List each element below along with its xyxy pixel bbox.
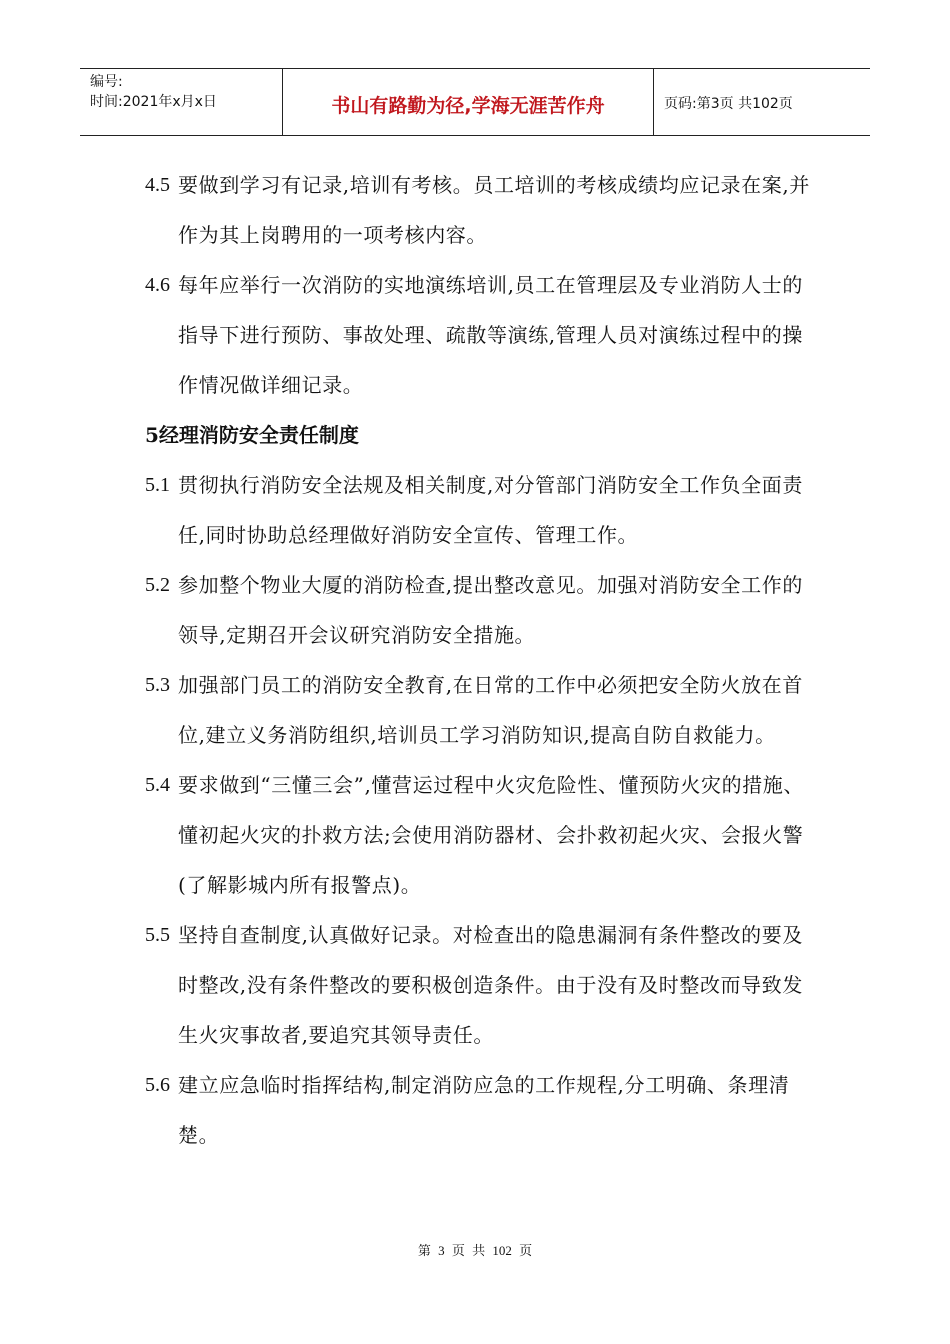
- clause-number: 5.4: [145, 774, 170, 796]
- clause-text: 参加整个物业大厦的消防检查,提出整改意见。加强对消防安全工作的领导,定期召开会议研究消防安全措施。: [178, 573, 803, 647]
- page-footer: 第 3 页 共 102 页: [417, 1243, 533, 1258]
- section-title: 5经理消防安全责任制度: [145, 423, 359, 447]
- clause-number: 4.5: [145, 174, 170, 196]
- clause-5-3: [145, 660, 815, 760]
- document-time-label: 时间:2021年x月x日: [90, 94, 217, 110]
- document-number-label: 编号:: [90, 74, 123, 90]
- clause-text: 每年应举行一次消防的实地演练培训,员工在管理层及专业消防人士的指导下进行预防、事故处理、疏散等演练,管理人员对演练过程中的操作情况做详细记录。: [178, 273, 803, 397]
- clause-text: 贯彻执行消防安全法规及相关制度,对分管部门消防安全工作负全面责任,同时协助总经理做好消防安全宣传、管理工作。: [178, 473, 803, 547]
- clause-text: 加强部门员工的消防安全教育,在日常的工作中必须把安全防火放在首位,建立义务消防组织,培训员工学习消防知识,提高自防自救能力。: [178, 673, 803, 747]
- clause-4-5: [145, 160, 815, 260]
- clause-5-5: [145, 910, 815, 1060]
- clause-number: 5.5: [145, 924, 170, 946]
- header-info-cell: [80, 69, 283, 135]
- clause-number: 5.3: [145, 674, 170, 696]
- clause-number: 5.2: [145, 574, 170, 596]
- clause-5-2: [145, 560, 815, 660]
- clause-text: 建立应急临时指挥结构,制定消防应急的工作规程,分工明确、条理清楚。: [178, 1073, 790, 1147]
- document-body: [145, 160, 815, 1160]
- clause-5-1: [145, 460, 815, 560]
- clause-5-4: [145, 760, 815, 910]
- clause-text: 要求做到“三懂三会”,懂营运过程中火灾危险性、懂预防火灾的措施、懂初起火灾的扑救方法;会使用消防器材、会扑救初起火灾、会报火警(了解影城内所有报警点)。: [178, 773, 805, 897]
- clause-number: 5.1: [145, 474, 170, 496]
- clause-number: 5.6: [145, 1074, 170, 1096]
- header-page-code: 页码:第3页 共102页: [664, 96, 793, 112]
- clause-text: 坚持自查制度,认真做好记录。对检查出的隐患漏洞有条件整改的要及时整改,没有条件整改的要积极创造条件。由于没有及时整改而导致发生火灾事故者,要追究其领导责任。: [178, 923, 803, 1047]
- clause-4-6: [145, 260, 815, 410]
- clause-text: 要做到学习有记录,培训有考核。员工培训的考核成绩均应记录在案,并作为其上岗聘用的一项考核内容。: [178, 173, 810, 247]
- header-table: [80, 68, 870, 136]
- clause-5-6: [145, 1060, 815, 1160]
- clause-number: 4.6: [145, 274, 170, 296]
- header-motto: 书山有路勤为径,学海无涯苦作舟: [283, 69, 654, 135]
